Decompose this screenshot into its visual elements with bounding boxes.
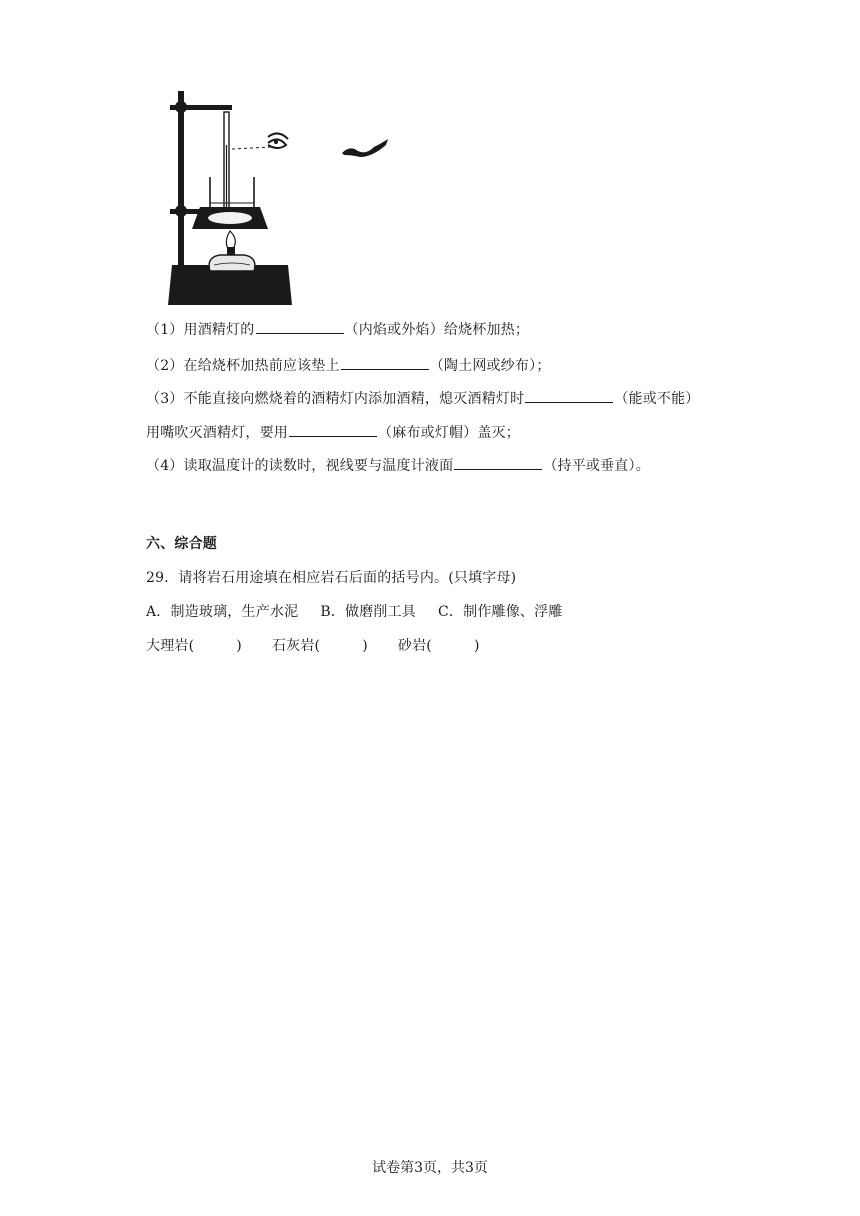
sight-line bbox=[232, 147, 272, 149]
answer-blank[interactable] bbox=[454, 455, 542, 470]
q28-item-4 bbox=[146, 455, 650, 476]
page-footer: 试卷第3页，共3页 bbox=[372, 1160, 488, 1176]
answer-blank[interactable] bbox=[341, 355, 429, 370]
answer-blank[interactable] bbox=[289, 422, 377, 437]
q28-item-1 bbox=[146, 319, 529, 340]
option-c: C．制作雕像、浮雕 bbox=[438, 604, 563, 620]
rock-limestone-label: 石灰岩( bbox=[271, 638, 321, 654]
item-text: （4）读取温度计的读数时，视线要与温度计液面 bbox=[146, 458, 454, 474]
rock-sandstone-label: 砂岩( bbox=[397, 638, 432, 654]
q29-answers bbox=[146, 636, 480, 656]
q29-options bbox=[146, 602, 563, 622]
item-hint: （能或不能） bbox=[614, 391, 700, 407]
lab-apparatus-illustration bbox=[160, 85, 400, 307]
item-hint: （陶土网或纱布）； bbox=[429, 358, 551, 374]
item-hint: （麻布或灯帽）盖灭； bbox=[378, 425, 520, 441]
item-text: （3）不能直接向燃烧着的酒精灯内添加酒精，熄灭酒精灯时 bbox=[146, 391, 525, 407]
eye-icon bbox=[268, 133, 288, 148]
paren-close: ) bbox=[362, 638, 368, 654]
section-heading: 六、综合题 bbox=[146, 536, 217, 552]
item-text: （2）在给烧杯加热前应该垫上 bbox=[146, 358, 340, 374]
item-text: 用嘴吹灭酒精灯，要用 bbox=[146, 425, 288, 441]
option-a: A．制造玻璃，生产水泥 bbox=[146, 604, 299, 620]
item-text: （1）用酒精灯的 bbox=[146, 322, 255, 338]
stand-rod bbox=[178, 91, 184, 269]
item-hint: （持平或垂直）。 bbox=[543, 458, 650, 474]
item-hint: （内焰或外焰）给烧杯加热； bbox=[344, 322, 530, 338]
rock-marble-label: 大理岩( bbox=[146, 638, 195, 654]
option-b: B．做磨削工具 bbox=[320, 604, 417, 620]
paren-close: ) bbox=[236, 638, 242, 654]
q28-item-3-line-1 bbox=[146, 388, 700, 409]
q28-item-2 bbox=[146, 355, 551, 376]
answer-blank[interactable] bbox=[525, 388, 613, 403]
q28-item-3-line-2 bbox=[146, 422, 520, 443]
q29-stem: 29．请将岩石用途填在相应岩石后面的括号内。(只填字母) bbox=[146, 570, 517, 586]
paren-close: ) bbox=[473, 638, 480, 654]
squiggle-mark bbox=[342, 139, 388, 157]
answer-blank[interactable] bbox=[256, 319, 344, 334]
